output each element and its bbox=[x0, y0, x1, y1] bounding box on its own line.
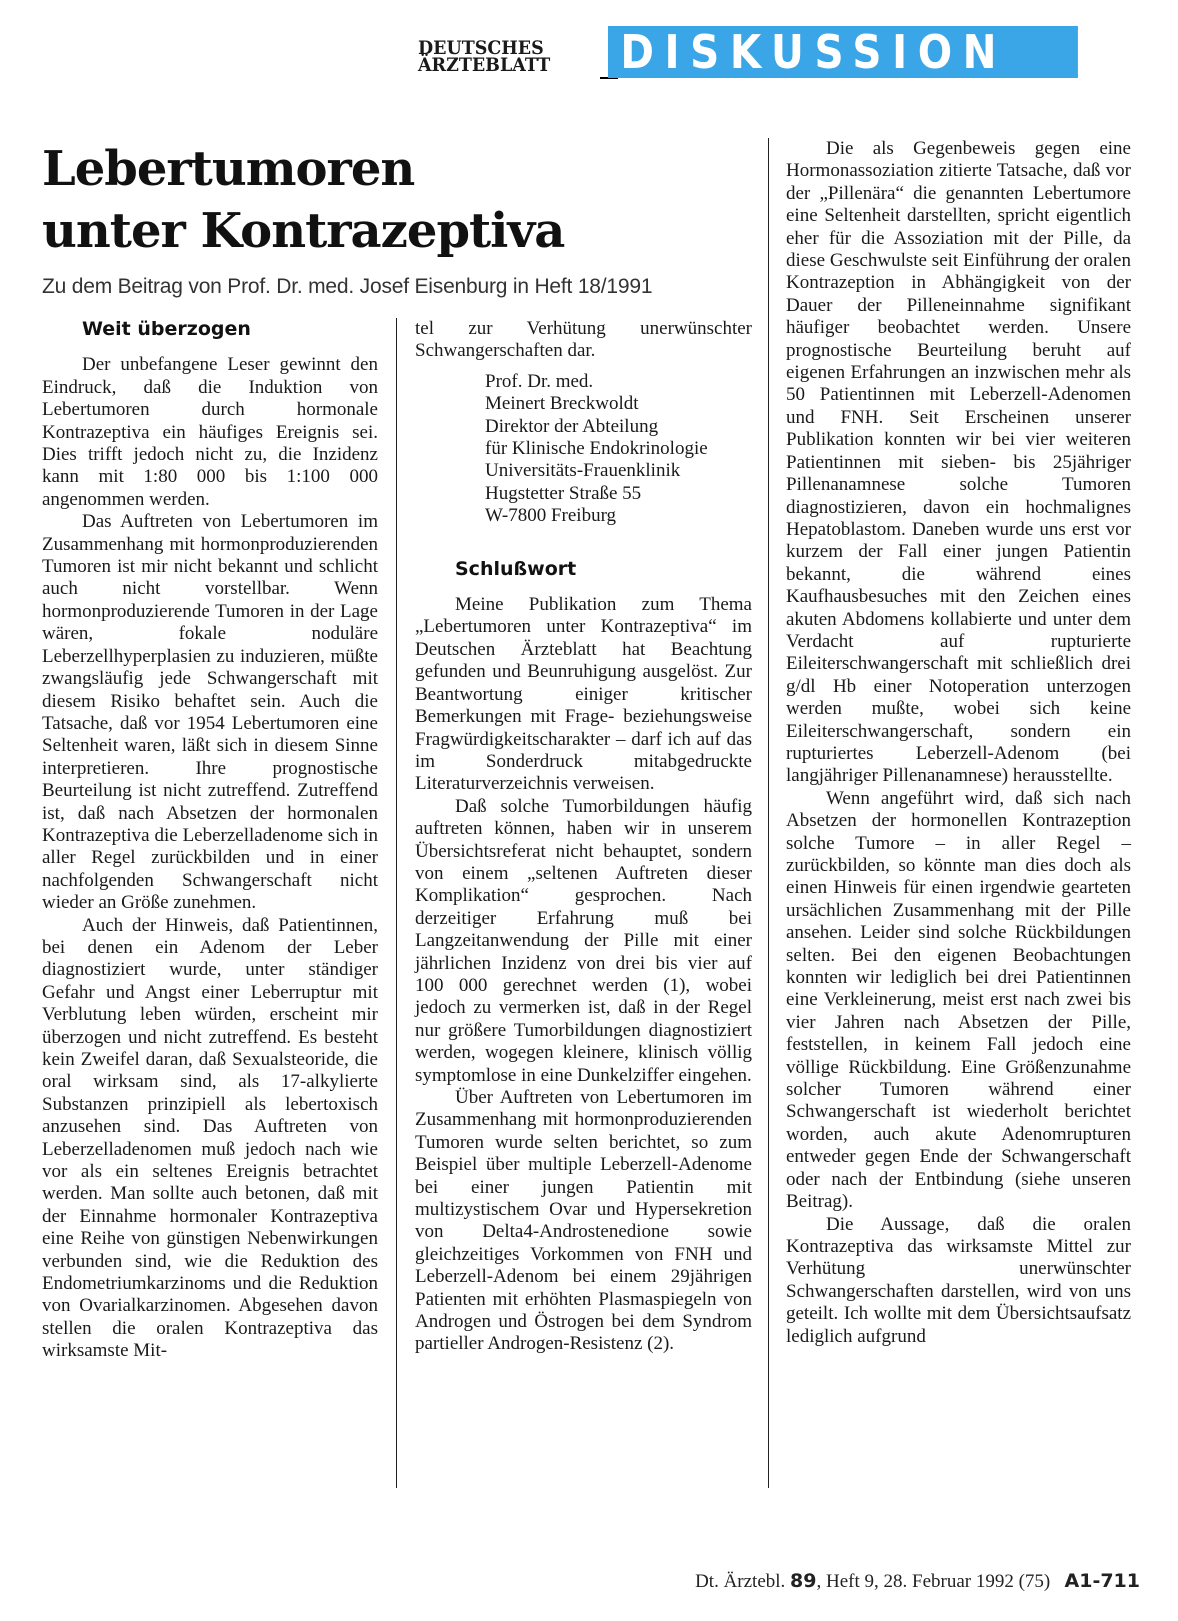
masthead bbox=[0, 25, 1178, 84]
column-3 bbox=[786, 138, 1131, 1348]
paragraph: Über Auftreten von Lebertumoren im Zusammenhang mit hormonproduzierenden Tumoren wurde selten berichtet, so zum Beispiel über multiple Leberzell-Adenome bei einer jungen Patientin mit multizystischem Ovar und Hypersekretion von Delta4-Androstenedione sowie gleichzeitiges Vorkommen von FNH und Leberzell-Adenom bei einem 29jährigen Patienten mit erhöhten Plasmaspiegeln von Androgen und Östrogen bei dem Syndrom partieller Androgen-Resistenz (2). bbox=[415, 1087, 752, 1355]
title-line-2: unter Kontrazeptiva bbox=[42, 203, 565, 259]
paragraph: Daß solche Tumorbildungen häufig auftreten können, haben wir in unserem Übersichtsreferat nicht behauptet, sondern von einem „seltenen Auftreten dieser Komplikation“ gesprochen. Nach derzeitiger Erfahrung muß bei Langzeitanwendung der Pille mit einer jährlichen Inzidenz von drei bis vier auf 100 000 gerechnet werden (1), wobei jedoch zu vermerken ist, daß in der Regel nur größere Tumorbildungen diagnostiziert werden, wogegen kleinere, klinisch völlig symptomlose in eine Dunkelziffer eingehen. bbox=[415, 795, 752, 1086]
article-subtitle: Zu dem Beitrag von Prof. Dr. med. Josef Eisenburg in Heft 18/1991 bbox=[42, 275, 653, 298]
footer-issue: , Heft 9, 28. Februar 1992 (75) bbox=[816, 1571, 1051, 1592]
paragraph: Meine Publikation zum Thema „Lebertumoren unter Kontrazeptiva“ im Deutschen Ärzteblatt hat Beachtung gefunden und Beunruhigung ausgelöst. Zur Beantwortung einiger kritischer Bemerkungen mit Frage- beziehungsweise Fragwürdigkeitscharakter – darf ich auf das im Sonderdruck mitabgedruckte Literaturverzeichnis verweisen. bbox=[415, 594, 752, 795]
signature-line: Prof. Dr. med. bbox=[485, 370, 594, 392]
author-signature bbox=[485, 371, 752, 528]
paragraph: Die als Gegenbeweis gegen eine Hormonassoziation zitierte Tatsache, daß vor der „Pillenära“ die genannten Lebertumore eine Seltenheit darstellten, spricht eigentlich eher für die Assoziation mit der Pille, da diese Geschwulste seit Einführung der oralen Kontrazeption in Abhängigkeit von der Dauer der Pilleneinnahme signifikant häufiger beobachtet werden. Unsere prognostische Beurteilung beruht auf eigenen Erfahrungen an inzwischen mehr als 50 Patientinnen mit Leberzell-Adenomen und FNH. Seit Erscheinen unserer Publikation konnten wir bei vier weiteren Patientinnen mit sieben- bis 25jähriger Pillenanamnese solche Tumoren diagnostizieren, davon ein hochmalignes Hepatoblastom. Daneben wurde uns erst vor kurzem der Fall einer jungen Patientin bekannt, die während eines Kaufhausbesuches mit den Zeichen eines akuten Abdomens kollabierte und unter dem Verdacht auf rupturierte Eileiterschwangerschaft mit schließlich drei g/dl Hb einer Notoperation unterzogen werden mußte, wobei sich keine Eileiterschwangerschaft, sondern ein rupturiertes Leberzell-Adenom (bei langjähriger Pillenanamnese) herausstellte. bbox=[786, 138, 1131, 787]
page-footer bbox=[600, 1570, 1140, 1593]
logo-line-1: DEUTSCHES bbox=[418, 37, 544, 59]
journal-logo bbox=[418, 37, 574, 76]
signature-line: W-7800 Freiburg bbox=[485, 505, 617, 527]
column-1 bbox=[42, 318, 378, 1363]
section-banner: DISKUSSION bbox=[608, 26, 1078, 78]
signature-line: Direktor der Abteilung bbox=[485, 415, 659, 437]
paragraph: tel zur Verhütung unerwünschter Schwangerschaften dar. bbox=[415, 318, 752, 362]
paragraph: Wenn angeführt wird, daß sich nach Absetzen der hormonellen Kontrazeption solche Tumore – in aller Regel – zurückbilden, so könnte man dies doch als einen Hinweis für einen irgendwie gearteten ursächlichen Zusammenhang mit der Pille ansehen. Leider sind solche Rückbildungen selten. Bei den eigenen Beobachtungen konnten wir lediglich bei drei Patientinnen eine Verkleinerung, meist erst nach zwei bis vier Jahren nach Absetzen der Pille, feststellen, in keinem Fall jedoch eine völlige Rückbildung. Eine Größenzunahme solcher Tumoren während einer Schwangerschaft ist wiederholt berichtet worden, auch akute Adenomrupturen entweder gegen Ende der Schwangerschaft oder nach der Entbindung (siehe unseren Beitrag). bbox=[786, 787, 1131, 1213]
article-title bbox=[42, 138, 742, 262]
column-2 bbox=[415, 318, 752, 1356]
footer-page-number: A1-711 bbox=[1064, 1570, 1140, 1592]
signature-line: Universitäts-Frauenklinik bbox=[485, 460, 681, 482]
logo-line-2: ÄRZTEBLATT bbox=[418, 54, 551, 76]
paragraph: Auch der Hinweis, daß Patientinnen, bei denen ein Adenom der Leber diagnostiziert wurde, unter ständiger Gefahr und Angst einer Leberruptur mit Verblutung leben würden, erscheint mir überzogen und nicht zutreffend. Es besteht kein Zweifel daran, daß Sexualsteoride, die oral wirksam sind, als 17-alkylierte Substanzen prinzipiell als lebertoxisch anzusehen sind. Das Auftreten von Leberzelladenomen muß jedoch nach wie vor als ein seltenes Ereignis betrachtet werden. Man sollte auch betonen, daß mit der Einnahme hormonaler Kontrazeptiva eine Reihe von günstigen Nebenwirkungen verbunden sind, wie die Reduktion des Endometriumkarzinoms und die Reduktion von Ovarialkarzinomen. Abgesehen davon stellen die oralen Kontrazeptiva das wirksamste Mit- bbox=[42, 914, 378, 1362]
signature-line: für Klinische Endokrinologie bbox=[485, 438, 708, 460]
column-divider bbox=[396, 318, 397, 1488]
footer-volume: 89 bbox=[790, 1570, 817, 1592]
paragraph: Das Auftreten von Lebertumoren im Zusammenhang mit hormonproduzierenden Tumoren ist mir nicht bekannt und schlicht auch nicht vorstellbar. Wenn hormonproduzierende Tumoren in der Lage wären, fokale noduläre Leberzellhyperplasien zu induzieren, müßte zwangsläufig jede Schwangerschaft mit diesem Risiko behaftet sein. Auch die Tatsache, daß vor 1954 Lebertumoren eine Seltenheit waren, läßt sich in diesem Sinne interpretieren. Ihre prognostische Beurteilung ist nicht zutreffend. Zutreffend ist, daß nach Absetzen der hormonalen Kontrazeptiva die Leberzelladenome sich in aller Regel zurückbilden und in einer nachfolgenden Schwangerschaft nicht wieder an Größe zunehmen. bbox=[42, 511, 378, 914]
paragraph: Der unbefangene Leser gewinnt den Eindruck, daß die Induktion von Lebertumoren durch hormonale Kontrazeptiva ein häufiges Ereignis sei. Dies trifft jedoch nicht zu, die Inzidenz kann mit 1:80 000 bis 1:100 000 angenommen werden. bbox=[42, 354, 378, 510]
title-line-1: Lebertumoren bbox=[42, 141, 415, 197]
reply-heading: Schlußwort bbox=[455, 557, 577, 580]
footer-journal: Dt. Ärztebl. bbox=[695, 1571, 786, 1592]
signature-line: Meinert Breckwoldt bbox=[485, 393, 639, 415]
signature-line: Hugstetter Straße 55 bbox=[485, 482, 642, 504]
column-divider bbox=[768, 138, 769, 1488]
paragraph: Die Aussage, daß die oralen Kontrazeptiva das wirksamste Mittel zur Verhütung unerwünschter Schwangerschaften darstellen, wird von uns geteilt. Ich wollte mit dem Übersichtsaufsatz lediglich aufgrund bbox=[786, 1213, 1131, 1347]
letter-heading: Weit überzogen bbox=[82, 318, 251, 340]
